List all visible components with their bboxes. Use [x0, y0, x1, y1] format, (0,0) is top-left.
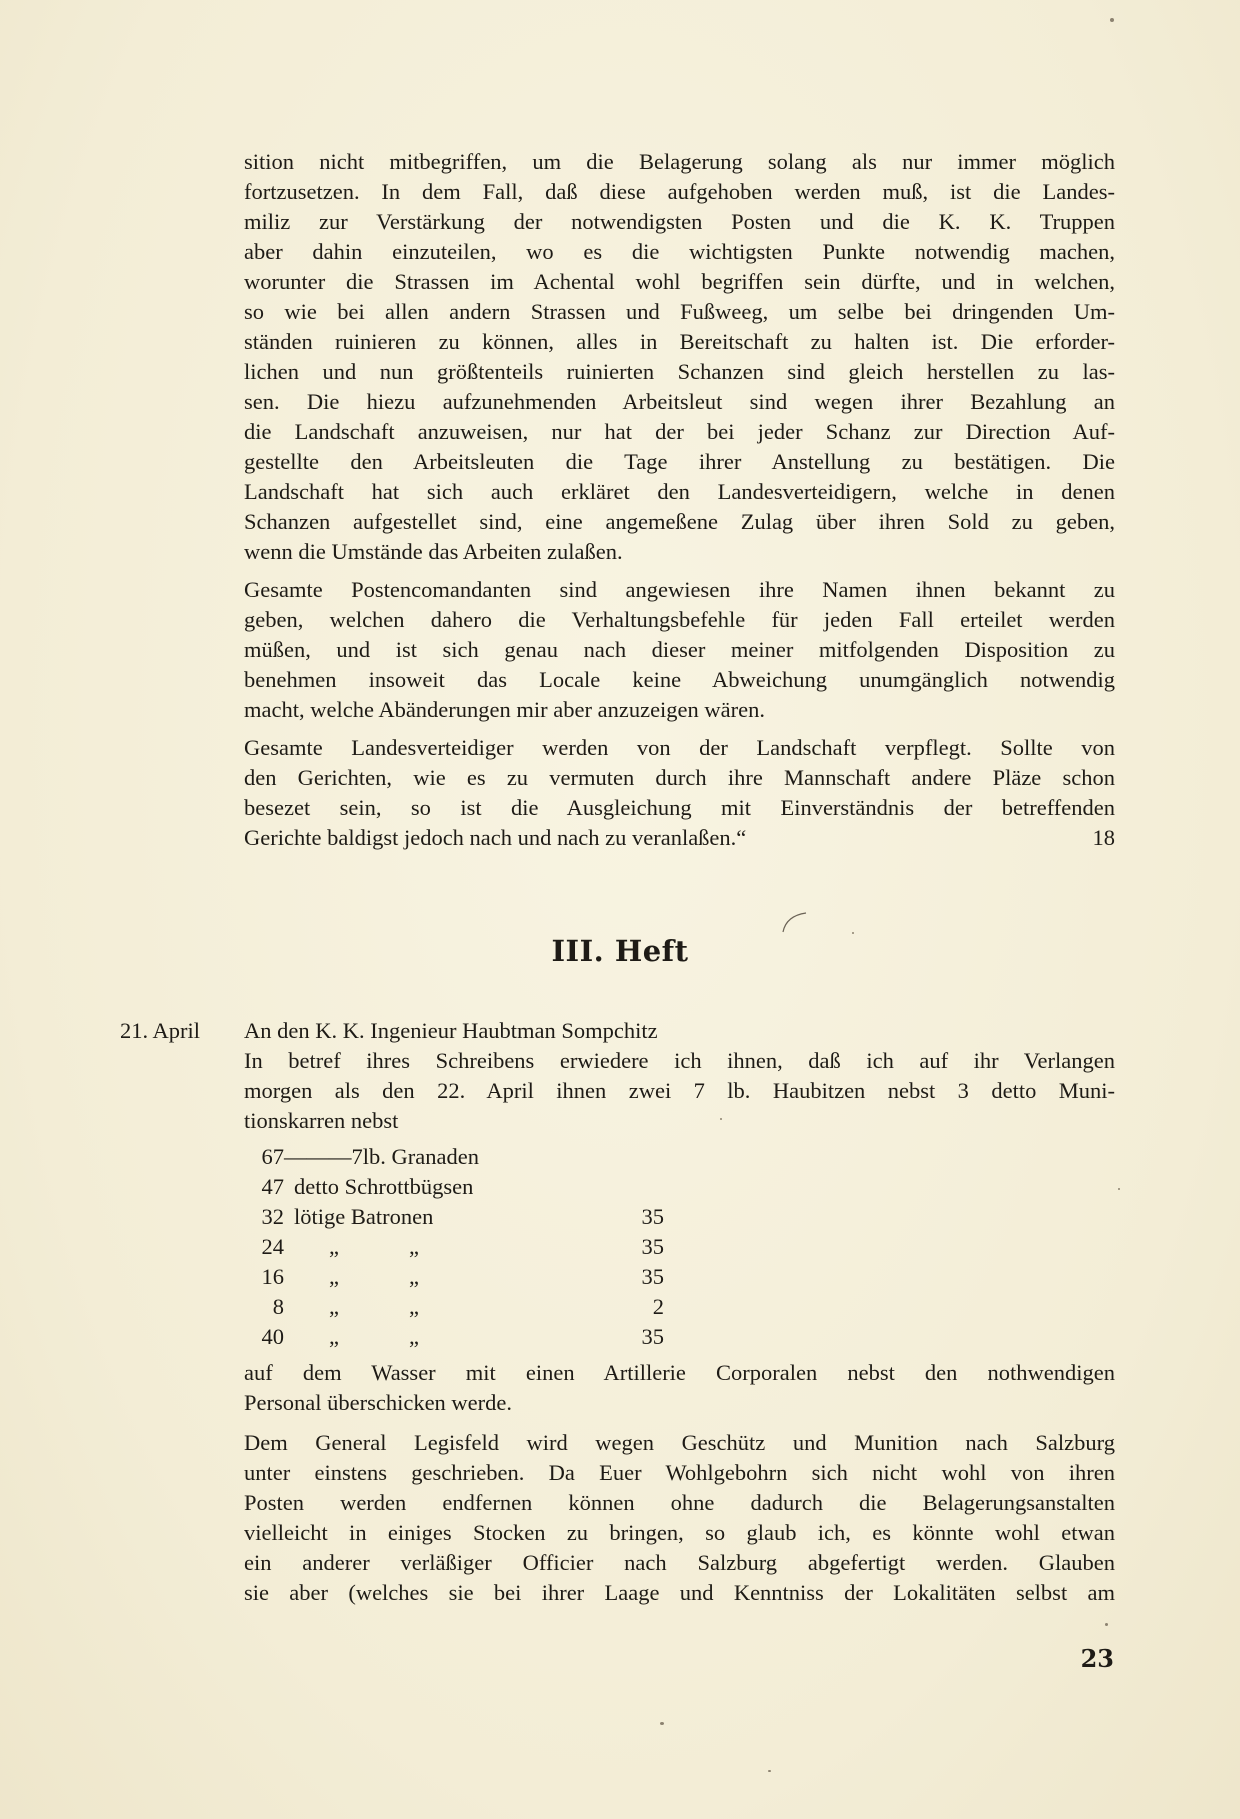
text-line: besezet sein, so ist die Ausgleichung mit Einverständnis der betreffenden: [244, 795, 1115, 820]
text-line: Schanzen aufgestellet sind, eine angemeßene Zulag über ihren Sold zu geben,: [244, 509, 1115, 534]
text-line: Landschaft hat sich auch erkläret den Landesverteidigern, welche in denen: [244, 479, 1115, 504]
paper-speck: [1105, 1623, 1108, 1626]
ditto-mark: „: [329, 1324, 339, 1349]
paper-speck: [768, 1770, 771, 1772]
text-line: ein anderer verläßiger Officier nach Salzburg abgefertigt werden. Glauben: [244, 1550, 1115, 1575]
text-line: auf dem Wasser mit einen Artillerie Corporalen nebst den nothwendigen: [244, 1360, 1115, 1385]
paper-speck: [720, 1118, 722, 1120]
page-number: 23: [1080, 1644, 1114, 1673]
main-text-block: [244, 147, 1115, 853]
text-line: sen. Die hiezu aufzunehmenden Arbeitsleut sind wegen ihrer Bezahlung an: [244, 389, 1115, 414]
list-quantity: 32: [261, 1204, 284, 1229]
list-quantity: 24: [261, 1234, 284, 1259]
list-count: 35: [641, 1324, 664, 1349]
letter-paragraph-2: [244, 1428, 1115, 1608]
text-line: tionskarren nebst: [244, 1108, 399, 1133]
text-line: aber dahin einzuteilen, wo es die wichtigsten Punkte notwendig machen,: [244, 239, 1115, 264]
text-line: In betref ihres Schreibens erwiedere ich ihnen, daß ich auf ihr Verlangen: [244, 1048, 1115, 1073]
pencil-mark-icon: [780, 910, 810, 934]
text-line: geben, welchen dahero die Verhaltungsbefehle für jeden Fall erteilet werden: [244, 607, 1115, 632]
list-count: 35: [641, 1204, 664, 1229]
paragraph-1: [244, 147, 1115, 567]
text-line: so wie bei allen andern Strassen und Fußweeg, um selbe bei dringenden Um-: [244, 299, 1115, 324]
ditto-mark: „: [329, 1264, 339, 1289]
letter-address: An den K. K. Ingenieur Haubtman Sompchitz: [244, 1018, 658, 1043]
letter-entry: [244, 1016, 1115, 1608]
ditto-mark: „: [329, 1234, 339, 1259]
list-item: [244, 1202, 1115, 1232]
ditto-mark: „: [329, 1294, 339, 1319]
text-line: vielleicht in einiges Stocken zu bringen, so glaub ich, es könnte wohl etwan: [244, 1520, 1115, 1545]
munitions-list: [244, 1142, 1115, 1352]
list-item: [244, 1292, 1115, 1322]
list-count: 35: [641, 1264, 664, 1289]
list-item: [244, 1232, 1115, 1262]
text-line: morgen als den 22. April ihnen zwei 7 lb. Haubitzen nebst 3 detto Muni-: [244, 1078, 1115, 1103]
paper-speck: [852, 932, 854, 934]
closing-line: [244, 823, 1115, 853]
text-line: Personal überschicken werde.: [244, 1390, 513, 1415]
list-description: ———7lb. Granaden: [284, 1144, 479, 1169]
list-item: [244, 1322, 1115, 1352]
text-line: worunter die Strassen im Achental wohl begriffen sein dürfte, und in welchen,: [244, 269, 1115, 294]
list-quantity: 40: [261, 1324, 284, 1349]
text-line: sie aber (welches sie bei ihrer Laage und Kenntniss der Lokalitäten selbst am: [244, 1580, 1115, 1605]
letter-continuation: [244, 1358, 1115, 1418]
list-item: [244, 1142, 1115, 1172]
text-line: die Landschaft anzuweisen, nur hat der bei jeder Schanz zur Direction Auf-: [244, 419, 1115, 444]
list-description: lötige Batronen: [294, 1204, 434, 1229]
ditto-mark: „: [409, 1294, 419, 1319]
text-line: miliz zur Verstärkung der notwendigsten Posten und die K. K. Truppen: [244, 209, 1115, 234]
list-quantity: 16: [261, 1264, 284, 1289]
list-item: [244, 1262, 1115, 1292]
text-line: benehmen insoweit das Locale keine Abweichung unumgänglich notwendig: [244, 667, 1115, 692]
text-line: Gesamte Landesverteidiger werden von der Landschaft verpflegt. Sollte von: [244, 735, 1115, 760]
paper-speck: [660, 1722, 664, 1725]
text-line: Dem General Legisfeld wird wegen Geschütz und Munition nach Salzburg: [244, 1430, 1115, 1455]
text-line: Posten werden endfernen können ohne dadurch die Belagerungsanstalten: [244, 1490, 1115, 1515]
footnote-reference: 18: [1092, 825, 1115, 850]
text-line: gestellte den Arbeitsleuten die Tage ihrer Anstellung zu bestätigen. Die: [244, 449, 1115, 474]
list-quantity: 47: [261, 1174, 284, 1199]
letter-intro: [244, 1046, 1115, 1136]
text-line: wenn die Umstände das Arbeiten zulaßen.: [244, 539, 623, 564]
text-line: ständen ruinieren zu können, alles in Bereitschaft zu halten ist. Die erforder-: [244, 329, 1115, 354]
ditto-mark: „: [409, 1234, 419, 1259]
text-line: macht, welche Abänderungen mir aber anzuzeigen wären.: [244, 697, 766, 722]
section-heading: III. Heft: [551, 934, 689, 968]
list-count: 2: [652, 1294, 664, 1319]
list-quantity: 67: [261, 1144, 284, 1169]
text-line: fortzusetzen. In dem Fall, daß diese aufgehoben werden muß, ist die Landes-: [244, 179, 1115, 204]
paper-speck: [1110, 18, 1114, 22]
text-line: sition nicht mitbegriffen, um die Belagerung solang als nur immer möglich: [244, 149, 1115, 174]
ditto-mark: „: [409, 1264, 419, 1289]
text-line: Gesamte Postencomandanten sind angewiesen ihre Namen ihnen bekannt zu: [244, 577, 1115, 602]
text-line: müßen, und ist sich genau nach dieser meiner mitfolgenden Disposition zu: [244, 637, 1115, 662]
text-line: Gerichte baldigst jedoch nach und nach zu veranlaßen.“: [244, 825, 747, 850]
text-line: lichen und nun größtenteils ruinierten Schanzen sind gleich herstellen zu las-: [244, 359, 1115, 384]
entry-date: 21. April: [120, 1018, 201, 1043]
list-description: detto Schrottbügsen: [294, 1174, 474, 1199]
paragraph-2: [244, 575, 1115, 725]
paper-speck: [1118, 1188, 1120, 1190]
text-line: unter einstens geschrieben. Da Euer Wohlgebohrn sich nicht wohl von ihren: [244, 1460, 1115, 1485]
list-quantity: 8: [272, 1294, 284, 1319]
text-line: den Gerichten, wie es zu vermuten durch ihre Mannschaft andere Pläze schon: [244, 765, 1115, 790]
ditto-mark: „: [409, 1324, 419, 1349]
list-item: [244, 1172, 1115, 1202]
list-count: 35: [641, 1234, 664, 1259]
paragraph-3: [244, 733, 1115, 853]
